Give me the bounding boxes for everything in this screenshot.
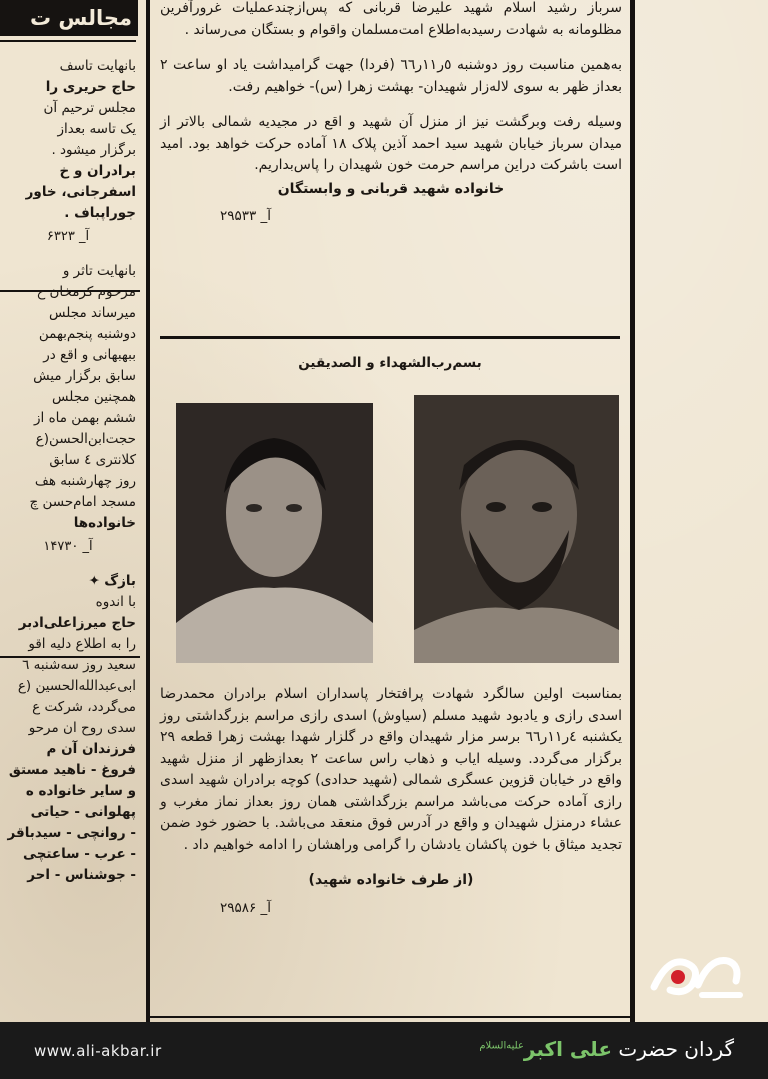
left-line: حاج میرزاعلی‌اد‌بر [18, 615, 136, 631]
site-title-name: علی اکبر [523, 1037, 612, 1061]
site-footer [0, 1022, 768, 1079]
left-line: فروغ - ناهید مستق [8, 762, 136, 778]
left-line: - جوشناس - احر [27, 867, 136, 883]
left-line: را به اطلاع دلیه اقو [28, 636, 136, 652]
left-line: برگزار میشود . [51, 142, 136, 158]
left-line: دوشنبه پنجم‌بهمن [38, 326, 136, 342]
left-notice-3 [0, 571, 140, 886]
left-line: - روانچی - سیدباقر [7, 825, 136, 841]
left-line: یک تاسه بعداز [57, 121, 136, 137]
left-line: بانهایت تاسف [59, 58, 136, 74]
left-line: کلانتری ٤ سابق [49, 452, 136, 468]
left-line: پهلوانی - حیاتی [30, 804, 136, 820]
left-line: میرساند مجلس [49, 305, 136, 321]
honorific-symbol: علیه‌السلام [479, 1040, 524, 1052]
site-title [479, 1037, 734, 1061]
calligraphy-logo-icon [640, 935, 750, 1007]
column-rule-left [146, 0, 150, 1022]
left-column [0, 56, 140, 1022]
bottom-rule [150, 1016, 635, 1018]
left-line: سعید روز سه‌شنبه ٦ [22, 657, 136, 673]
left-line: سابق برگزار میش [33, 368, 136, 384]
notice-signature: خانواده شهید قربانی و وابستگان [277, 180, 505, 197]
notice-ghorbani [160, 0, 622, 228]
left-heading: بازگ ✦ [88, 573, 136, 589]
left-line: حجت‌ابن‌الحسن(ع [35, 431, 136, 447]
site-url-link[interactable]: www.ali-akbar.ir [34, 1042, 162, 1060]
left-line: - عرب - ساعتچی [23, 846, 136, 862]
photo-right [414, 395, 619, 663]
left-ref-code: آ_ ۱۴۷۳۰ [43, 539, 93, 554]
left-ref-code: آ_ ۶۳۲۳ [46, 229, 90, 244]
notice-heading: بسم‌رب‌الشهداء و الصدیقین [298, 355, 482, 371]
left-line: بانهایت تاثر و [62, 263, 136, 279]
left-line: مجلس ترحیم آن [43, 100, 136, 116]
left-banner: مجالس ت [0, 0, 138, 36]
notice-code: آ_ ۲۹۵۳۳ [220, 208, 272, 224]
notice-paragraph: سرباز رشید اسلام شهید علیرضا قربانی که پس‌ازچندعملیات غرورآفرین مظلومانه به شهادت رسید‌به‌اطلاع امت‌مسلمان واقوام و بستگان می‌رساند . [160, 0, 622, 38]
site-title-prefix: گردان حضرت [618, 1037, 734, 1061]
left-line: می‌گردد، شرکت ع [32, 699, 136, 715]
portrait-young-man-image [176, 403, 373, 663]
notice-code: آ_ ۲۹۵۸۶ [220, 899, 272, 916]
left-line: با اندوه [95, 594, 136, 610]
left-line: ششم بهمن ماه از [34, 410, 136, 426]
left-line: جوراپباف . [64, 205, 136, 221]
left-notice-2 [0, 261, 140, 557]
left-line: همچنین مجلس [52, 389, 136, 405]
notice-paragraph: وسیله رفت وبرگشت نیز از منزل آن شهید و اقع در مجیدیه شمالی بالاتر از میدان سرباز خیابان شهید سید احمد آذین پلاک ١٨ آماده حرکت خواهد بود. امید است باشرکت دراین مراسم حرمت خون شهیدان را پاس‌بداریم. [160, 114, 622, 173]
left-line: روز چهارشنبه هف [34, 473, 136, 489]
left-line: اسفرجانی، خاور [25, 184, 136, 200]
ali-akbar-logo [640, 935, 750, 1007]
left-line: ببهبهانی و اقع در [43, 347, 136, 363]
left-notice-1 [0, 56, 140, 247]
portrait-bearded-man-image [414, 395, 619, 663]
notice-paragraph: بمناسبت اولین سالگرد شهادت پرافتخار پاسداران اسلام برادران محمدرضا اسدی رازی و یادبود شهید مسلم (سیاوش) اسدی رازی مراسم بزرگداشتی روز یکشنبه ٤ر١١ر٦٦ برسر مزار شهیدان واقع در گلزار شهدا بهشت زهرا قطعه ٢٩ برگزار می‌گردد. وسیله ایاب و ذهاب راس ساعت ٢ بعدازظهر از منزل شهید واقع در خیابان قزوین عسگری شمالی (شهید حدادی) کوچه برادران شهید اسدی رازی آماده حرکت می‌باشد مراسم بزرگداشتی همان روز بعداز نماز مغرب و عشاء درمنزل شهیدان و واقع در آدرس فوق منعقد می‌باشد. با حضور خود ضمن تجدید میثاق با خون پاکشان یادشان را گرامی وراهشان را ادامه خواهیم داد . [160, 686, 622, 853]
left-line: خانواده‌ها [73, 515, 136, 531]
left-line: فرزندان آن م [46, 741, 136, 757]
column-rule-right [630, 0, 635, 1022]
left-line: مسجد امام‌حسن چ [29, 494, 136, 510]
notice-asadi-razi [160, 684, 622, 919]
notice-divider [160, 336, 620, 339]
notice-signature: (از طرف خانواده شهید) [308, 872, 474, 888]
left-line: برادران و خ [59, 163, 136, 179]
photo-left [176, 403, 373, 663]
ornament-icon: ✦ [88, 573, 100, 589]
left-line: مرحوم کرمخان ح [36, 284, 136, 300]
notice-paragraph: به‌همین مناسبت روز دوشنبه ٥ر١١ر٦٦ (فردا) جهت گرامیداشت یاد او ساعت ٢ بعداز ظهر به سوی لاله‌زار شهیدان- بهشت زهرا (س)- خواهیم رفت. [160, 57, 622, 95]
left-line: سدی روح ان مرحو [28, 720, 136, 736]
left-line: ابی‌عبدالله‌الحسین (ع [17, 678, 136, 694]
left-line: و سایر خانواده ه [25, 783, 136, 799]
left-line: حاج حریری را [45, 79, 136, 95]
